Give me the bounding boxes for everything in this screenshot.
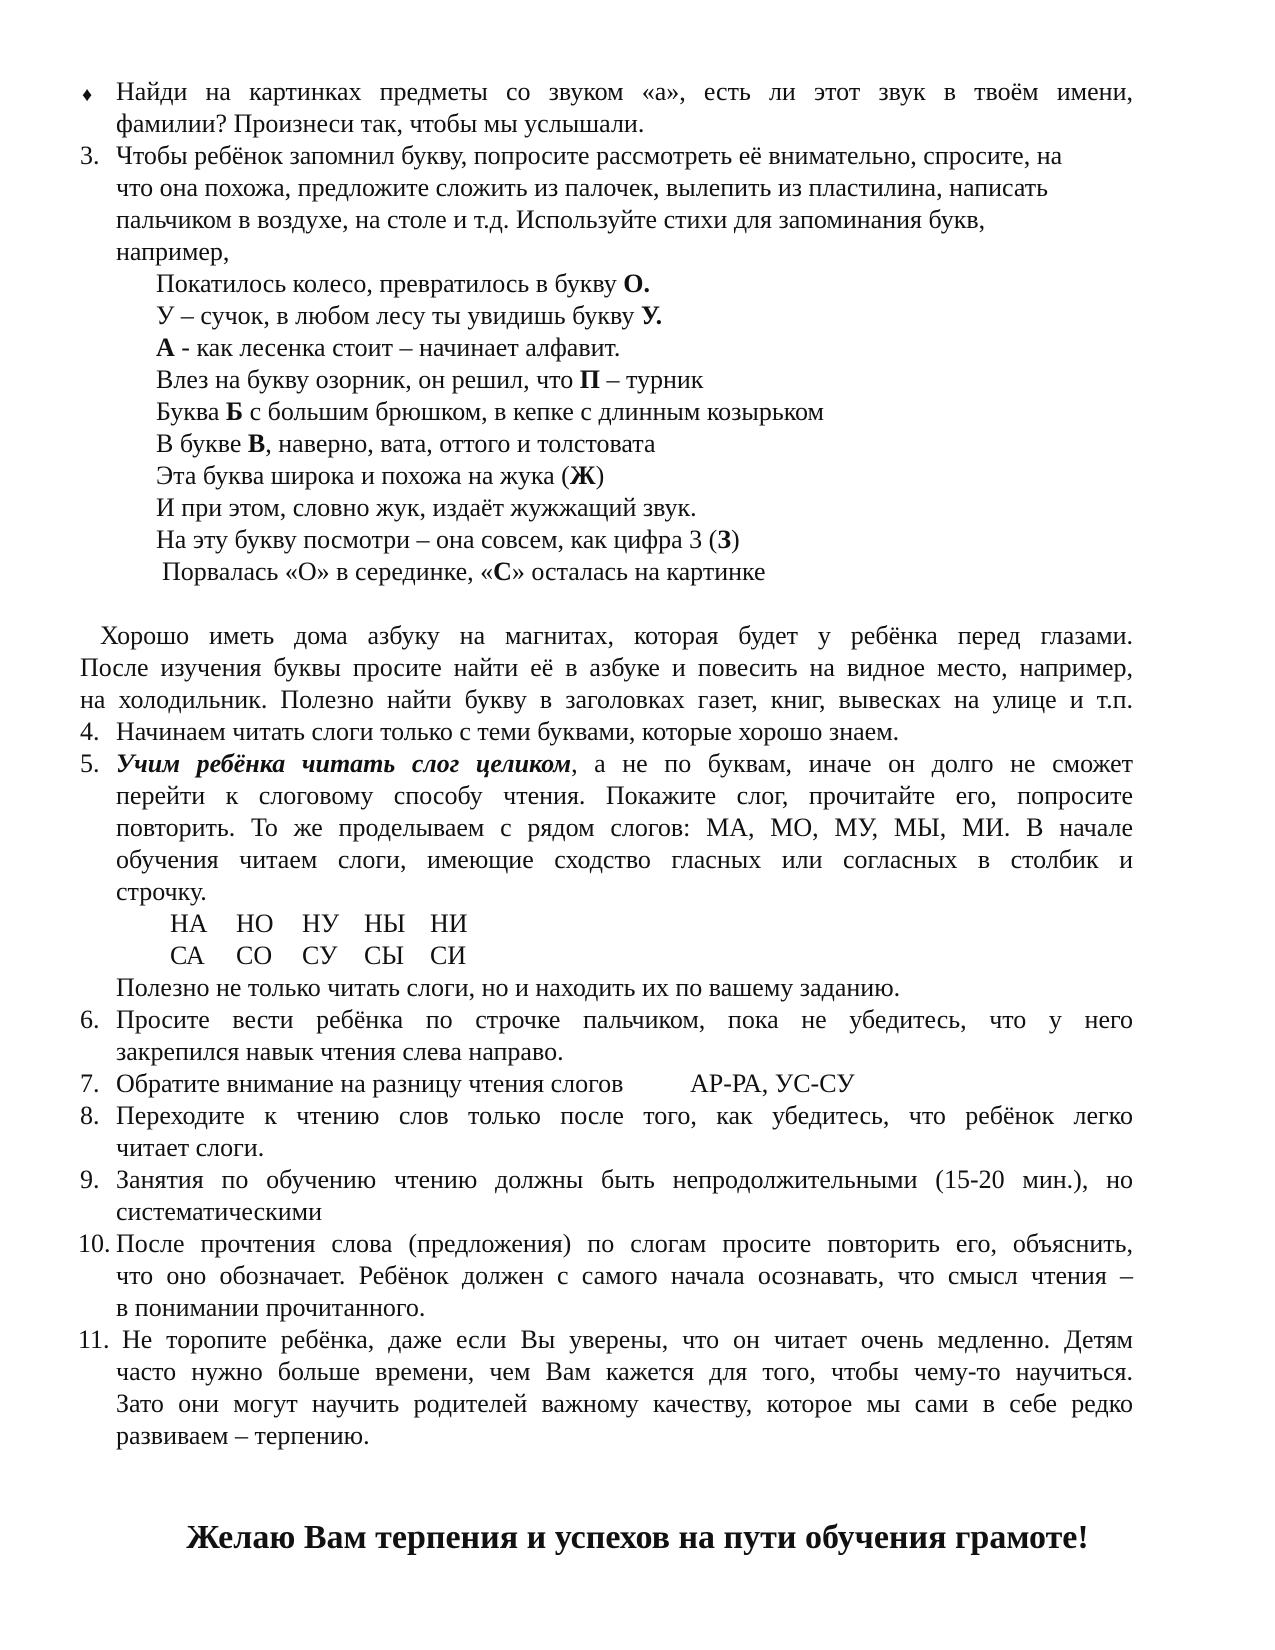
- item-6-marker: 6.: [80, 1005, 100, 1034]
- item-11-marker: 11.: [78, 1325, 110, 1354]
- poem-line-6: В букве В, наверно, вата, оттого и толстовата: [156, 429, 656, 458]
- item-5-emphasis: Учим ребёнка читать слог целиком: [116, 749, 572, 778]
- item-5-note: Полезно не только читать слоги, но и находить их по вашему заданию.: [116, 973, 901, 1002]
- paragraph-line-2: После изучения буквы просите найти её в азбуке и повесить на видное место, например,: [80, 653, 1133, 682]
- item-6-line-1: Просите вести ребёнка по строчке пальчиком, пока не убедитесь, что у него: [116, 1005, 1133, 1034]
- syllable: НУ: [302, 909, 340, 938]
- poem-line-2: У – сучок, в любом лесу ты увидишь букву У.: [156, 301, 663, 330]
- poem-line-8: И при этом, словно жук, издаёт жужжащий звук.: [156, 493, 697, 522]
- item-3-line-2: что она похожа, предложите сложить из палочек, вылепить из пластилина, написать: [116, 173, 1048, 202]
- closing-wish: Желаю Вам терпения и успехов на пути обучения грамоте!: [186, 1519, 1089, 1556]
- poem-line-9: На эту букву посмотри – она совсем, как цифра 3 (З): [156, 525, 740, 554]
- item-11-line-1: Не торопите ребёнка, даже если Вы уверены, что он читает очень медленно. Детям: [122, 1325, 1133, 1354]
- item-9-marker: 9.: [80, 1165, 100, 1194]
- item-10-line-2: что оно обозначает. Ребёнок должен с самого начала осознавать, что смысл чтения –: [116, 1261, 1133, 1290]
- poem-line-10: Порвалась «О» в серединке, «С» осталась на картинке: [162, 557, 766, 586]
- bullet-line-1: Найди на картинках предметы со звуком «а», есть ли этот звук в твоём имени,: [116, 77, 1133, 106]
- syllable-row-2: [170, 940, 466, 972]
- poem-line-3: А - как лесенка стоит – начинает алфавит.: [156, 333, 621, 362]
- syllable: НИ: [430, 909, 468, 938]
- syllable-row-1: [170, 908, 468, 940]
- item-11-line-3: Зато они могут научить родителей важному качеству, которое мы сами в себе редко: [116, 1389, 1133, 1418]
- syllable: НА: [170, 909, 208, 938]
- syllable: СИ: [430, 941, 467, 970]
- item-8-line-1: Переходите к чтению слов только после того, как убедитесь, что ребёнок легко: [116, 1101, 1133, 1130]
- item-8-line-2: читает слоги.: [116, 1133, 265, 1162]
- item-3-line-4: например,: [116, 237, 230, 266]
- item-7-marker: 7.: [80, 1069, 100, 1098]
- syllable: НЫ: [364, 909, 406, 938]
- syllable: СЫ: [364, 941, 405, 970]
- item-5-line-2: перейти к слоговому способу чтения. Покажите слог, прочитайте его, попросите: [116, 781, 1133, 810]
- item-3-marker: 3.: [80, 141, 100, 170]
- item-3-line-1: Чтобы ребёнок запомнил букву, попросите рассмотреть её внимательно, спросите, на: [116, 141, 1063, 170]
- item-4-marker: 4.: [80, 717, 100, 746]
- paragraph-line-1: Хорошо иметь дома азбуку на магнитах, которая будет у ребёнка перед глазами.: [100, 621, 1133, 650]
- item-5-line-4: обучения читаем слоги, имеющие сходство гласных или согласных в столбик и: [116, 845, 1133, 874]
- item-9-line-1: Занятия по обучению чтению должны быть непродолжительными (15-20 мин.), но: [116, 1165, 1133, 1194]
- poem-line-7: Эта буква широка и похожа на жука (Ж): [156, 461, 605, 490]
- item-4-line-1: Начинаем читать слоги только с теми буквами, которые хорошо знаем.: [116, 717, 900, 746]
- syllable: СА: [170, 941, 205, 970]
- poem-line-4: Влез на букву озорник, он решил, что П – турник: [156, 365, 704, 394]
- poem-line-1: Покатилось колесо, превратилось в букву О.: [156, 269, 651, 298]
- item-10-line-3: в понимании прочитанного.: [116, 1293, 426, 1322]
- item-11-line-4: развиваем – терпению.: [116, 1421, 370, 1450]
- item-7-line-1: Обратите внимание на разницу чтения слогов: [116, 1069, 624, 1098]
- item-11-line-2: часто нужно больше времени, чем Вам кажется для того, чтобы чему-то научиться.: [116, 1357, 1133, 1386]
- syllable: НО: [236, 909, 274, 938]
- item-3-line-3: пальчиком в воздухе, на столе и т.д. Используйте стихи для запоминания букв,: [116, 205, 986, 234]
- item-5-line-1: Учим ребёнка читать слог целиком, а не по буквам, иначе он долго не сможет: [116, 749, 1133, 778]
- item-10-marker: 10.: [78, 1229, 111, 1258]
- diamond-bullet-icon: ♦: [82, 84, 93, 106]
- item-5-line-3: повторить. То же проделываем с рядом слогов: МА, МО, МУ, МЫ, МИ. В начале: [116, 813, 1133, 842]
- item-5-line-5: строчку.: [116, 877, 207, 906]
- item-9-line-2: систематическими: [116, 1197, 323, 1226]
- bullet-line-2: фамилии? Произнеси так, чтобы мы услышали.: [116, 109, 645, 138]
- paragraph-line-3: на холодильник. Полезно найти букву в заголовках газет, книг, вывесках на улице и т.п.: [80, 685, 1133, 714]
- item-5-marker: 5.: [80, 749, 100, 778]
- poem-line-5: Буква Б с большим брюшком, в кепке с длинным козырьком: [156, 397, 825, 426]
- item-7-syllable-pairs: АР-РА, УС-СУ: [690, 1069, 855, 1098]
- syllable: СУ: [302, 941, 338, 970]
- item-6-line-2: закрепился навык чтения слева направо.: [116, 1037, 564, 1066]
- item-8-marker: 8.: [80, 1101, 100, 1130]
- item-10-line-1: После прочтения слова (предложения) по слогам просите повторить его, объяснить,: [116, 1229, 1133, 1258]
- syllable: СО: [236, 941, 273, 970]
